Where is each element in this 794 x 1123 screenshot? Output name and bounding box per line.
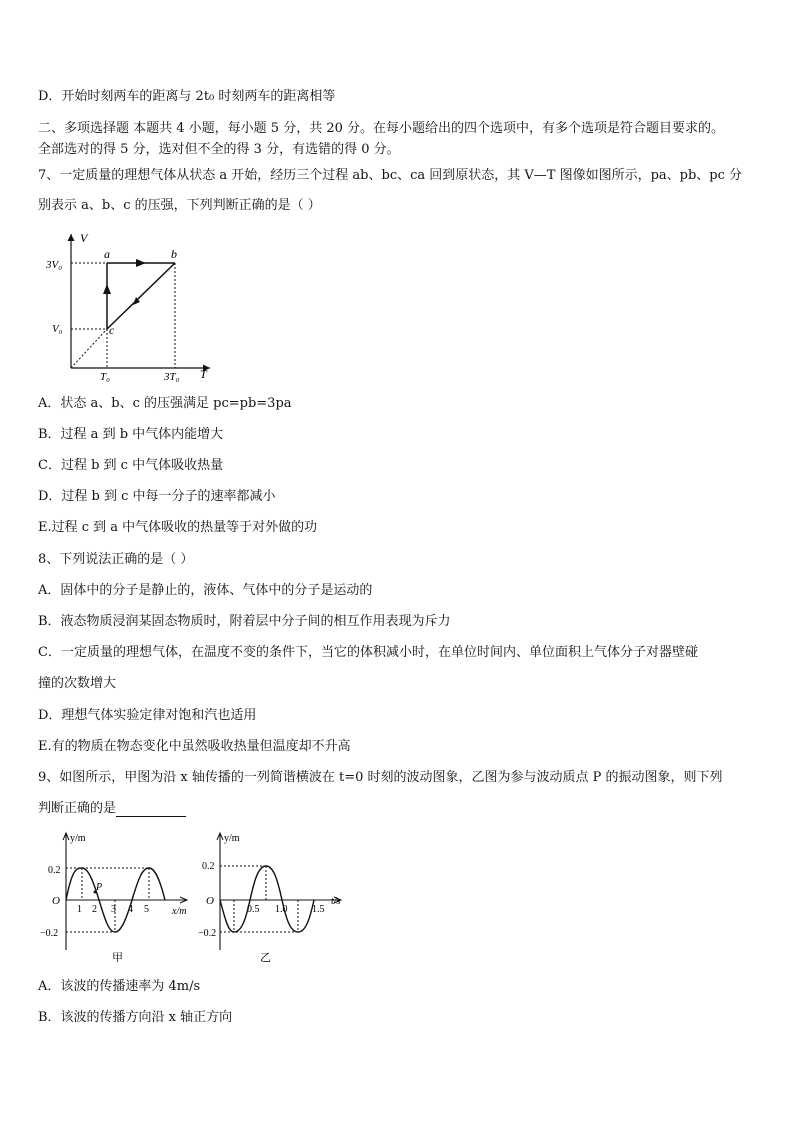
point-c: c [109, 323, 115, 337]
q9-option-b: B．该波的传播方向沿 x 轴正方向 [38, 1010, 233, 1025]
point-a: a [104, 247, 110, 261]
jia-xtick-5: 5 [144, 904, 149, 915]
q8-stem: 8、下列说法正确的是（ ） [38, 552, 194, 567]
jia-x-label: x/m [172, 906, 187, 917]
q7-stem-line2: 别表示 a、b、c 的压强，下列判断正确的是（ ） [38, 198, 321, 213]
jia-origin: O [52, 895, 60, 907]
yi-origin: O [206, 895, 214, 907]
jia-xtick-3: 3 [111, 904, 116, 915]
t-axis-label: T [200, 367, 207, 381]
q9-stem-line1: 9、如图所示，甲图为沿 x 轴传播的一列简谐横波在 t=0 时刻的波动图象，乙图为参与波动质点 P 的振动图象，则下列 [38, 770, 723, 785]
q8-option-a: A．固体中的分子是静止的，液体、气体中的分子是运动的 [38, 583, 373, 598]
yi-xtick-10: 1.0 [275, 904, 288, 915]
q8-option-c-line2: 撞的次数增大 [38, 676, 117, 691]
vibration-graph-yi [198, 830, 358, 965]
yi-xtick-05: 0.5 [247, 904, 260, 915]
q8-option-c-line1: C．一定质量的理想气体，在温度不变的条件下，当它的体积减小时，在单位时间内、单位面积上气体分子对器壁碰 [38, 645, 698, 660]
yi-x-label: t/s [331, 896, 341, 907]
yi-xtick-15: 1.5 [312, 904, 325, 915]
yi-caption: 乙 [260, 952, 271, 964]
yi-ytick-neg: −0.2 [198, 928, 217, 939]
q7-stem-line1: 7、一定质量的理想气体从状态 a 开始，经历三个过程 ab、bc、ca 回到原状态，其 V—T 图像如图所示，pa、pb、pc 分 [38, 168, 743, 183]
t-tick-3t0: 3T₀ [164, 371, 180, 383]
yi-y-label: y/m [224, 833, 240, 844]
q7-option-a: A．状态 a、b、c 的压强满足 pc=pb=3pa [38, 396, 292, 411]
v-tick-v0: V₀ [52, 323, 63, 335]
wave-graph-jia [36, 830, 196, 965]
section-2-instructions-line1: 二、多项选择题 本题共 4 小题，每小题 5 分，共 20 分。在每小题给出的四个选项中，有多个选项是符合题目要求的。 [38, 121, 725, 136]
q9-option-a: A．该波的传播速率为 4m/s [38, 979, 201, 994]
q8-option-b: B．液态物质浸润某固态物质时，附着层中分子间的相互作用表现为斥力 [38, 614, 451, 629]
vt-diagram [40, 228, 220, 383]
answer-blank [116, 804, 186, 817]
jia-xtick-4: 4 [128, 904, 133, 915]
q7-option-c: C．过程 b 到 c 中气体吸收热量 [38, 458, 224, 473]
q7-option-d: D．过程 b 到 c 中每一分子的速率都减小 [38, 489, 276, 504]
q9-stem-line2 [38, 801, 186, 817]
q8-option-e: E.有的物质在物态变化中虽然吸收热量但温度却不升高 [38, 739, 351, 754]
q6-option-d: D．开始时刻两车的距离与 2t₀ 时刻两车的距离相等 [38, 89, 336, 104]
point-b: b [171, 247, 177, 261]
section-2-instructions-line2: 全部选对的得 5 分，选对但不全的得 3 分，有选错的得 0 分。 [38, 142, 400, 157]
yi-ytick-pos: 0.2 [202, 861, 215, 872]
q9-stem-text: 判断正确的是 [38, 801, 117, 816]
q7-option-b: B．过程 a 到 b 中气体内能增大 [38, 427, 224, 442]
jia-ytick-neg: −0.2 [40, 928, 59, 939]
jia-xtick-2: 2 [92, 904, 97, 915]
jia-point-p: P [96, 882, 103, 893]
v-tick-3v0: 3V₀ [46, 259, 63, 271]
q8-option-d: D．理想气体实验定律对饱和汽也适用 [38, 708, 257, 723]
q7-option-e: E.过程 c 到 a 中气体吸收的热量等于对外做的功 [38, 520, 318, 535]
jia-ytick-pos: 0.2 [48, 865, 61, 876]
jia-xtick-1: 1 [77, 904, 82, 915]
jia-y-label: y/m [70, 833, 86, 844]
jia-caption: 甲 [112, 952, 123, 964]
v-axis-label: V [80, 231, 88, 245]
t-tick-t0: T₀ [100, 371, 110, 383]
